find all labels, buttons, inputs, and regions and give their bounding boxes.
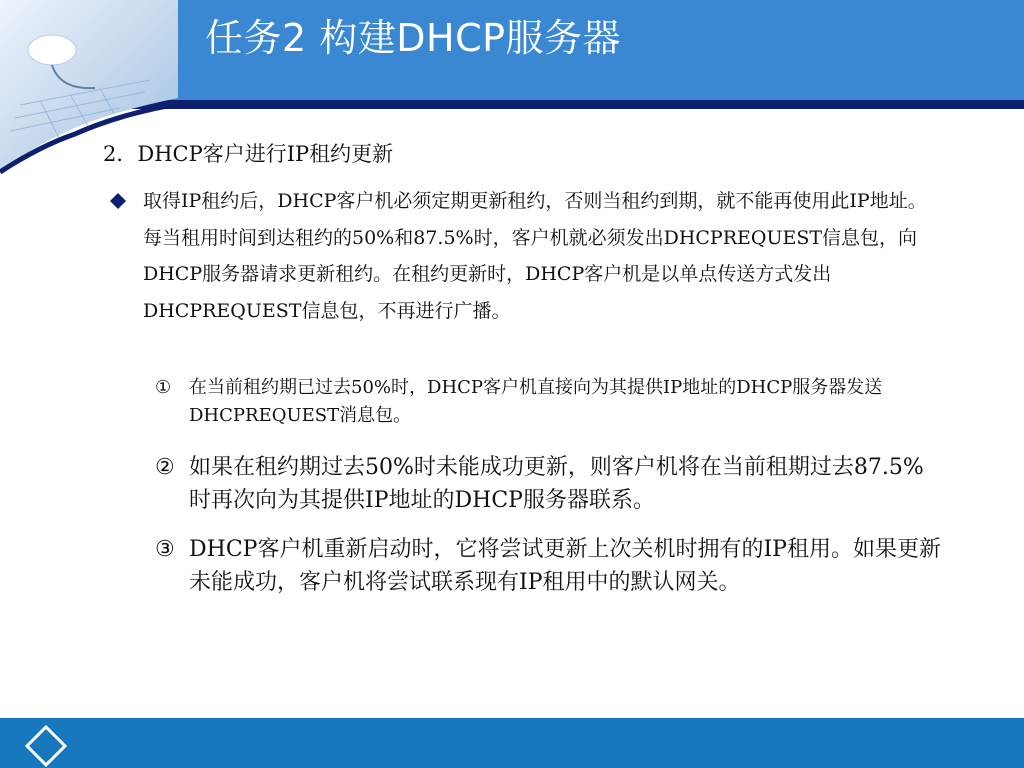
item-marker: ① (155, 377, 172, 398)
bullet-paragraph: 取得IP租约后，DHCP客户机必须定期更新租约，否则当租约到期，就不能再使用此IP地址。每当租用时间到达租约的50%和87.5%时，客户机就必须发出DHCPREQUEST信息包，向DHCP服务器请求更新租约。在租约更新时，DHCP客户机是以单点传送方式发出DHCPREQUEST信息包，不再进行广播。 (143, 190, 927, 322)
footer-bar (0, 718, 1024, 768)
numbered-item-2 (155, 451, 925, 517)
section-subheading: 2．DHCP客户进行IP租约更新 (103, 142, 394, 166)
item-marker: ② (155, 455, 175, 480)
item-text: 在当前租约期已过去50%时，DHCP客户机直接向为其提供IP地址的DHCP服务器发送DHCPREQUEST消息包。 (189, 377, 883, 426)
numbered-item-1 (155, 374, 925, 430)
numbered-item-3 (155, 533, 945, 599)
item-text: DHCP客户机重新启动时，它将尝试更新上次关机时拥有的IP租用。如果更新未能成功，客户机将尝试联系现有IP租用中的默认网关。 (189, 537, 941, 595)
item-marker: ③ (155, 537, 175, 562)
diamond-outline-icon (24, 724, 68, 768)
item-text: 如果在租约期过去50%时未能成功更新，则客户机将在当前租期过去87.5%时再次向为其提供IP地址的DHCP服务器联系。 (189, 455, 924, 513)
diamond-bullet-icon (109, 192, 127, 210)
slide-title: 任务2 构建DHCP服务器 (205, 16, 622, 60)
